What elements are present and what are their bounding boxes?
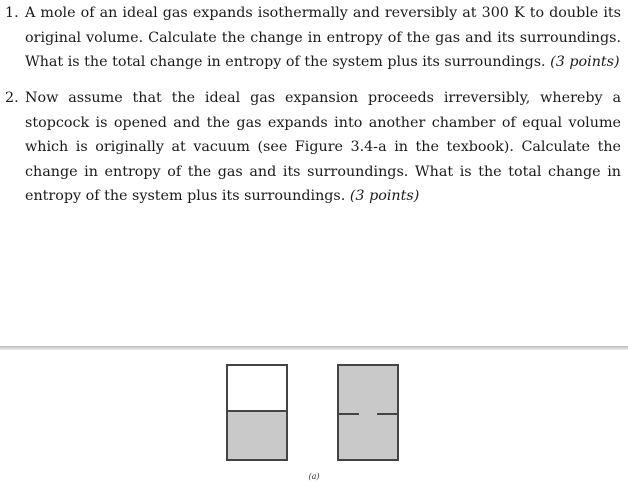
points-label: (3 points)	[349, 188, 420, 204]
question-body	[25, 1, 621, 75]
gas-fill	[228, 410, 286, 459]
chamber-initial	[226, 364, 288, 461]
question-text: Now assume that the ideal gas expansion proceeds irreversibly, whereby a stopcock is opened and the gas expands into another chamber of equal volume which is originally at vacuum (see Figure 3.4-a in the texbook). Calculate the change in entropy of the gas and its surroundings. What is the total change in entropy of the system plus its surroundings.	[25, 90, 621, 204]
question-number: 1.	[5, 5, 19, 21]
figure-panel	[0, 350, 628, 489]
points-label: (3 points)	[550, 54, 620, 70]
partition-stub-left	[339, 413, 359, 415]
chamber-expanded	[337, 364, 399, 461]
question-body	[25, 86, 621, 209]
figure-label: (a)	[308, 472, 320, 481]
partition-stub-right	[377, 413, 397, 415]
question-number: 2.	[5, 90, 19, 106]
question-text: A mole of an ideal gas expands isothermally and reversibly at 300 K to double its original volume. Calculate the change in entropy of the gas and its surroundings. What is the total change in entropy of the system plus its surroundings.	[25, 5, 621, 70]
